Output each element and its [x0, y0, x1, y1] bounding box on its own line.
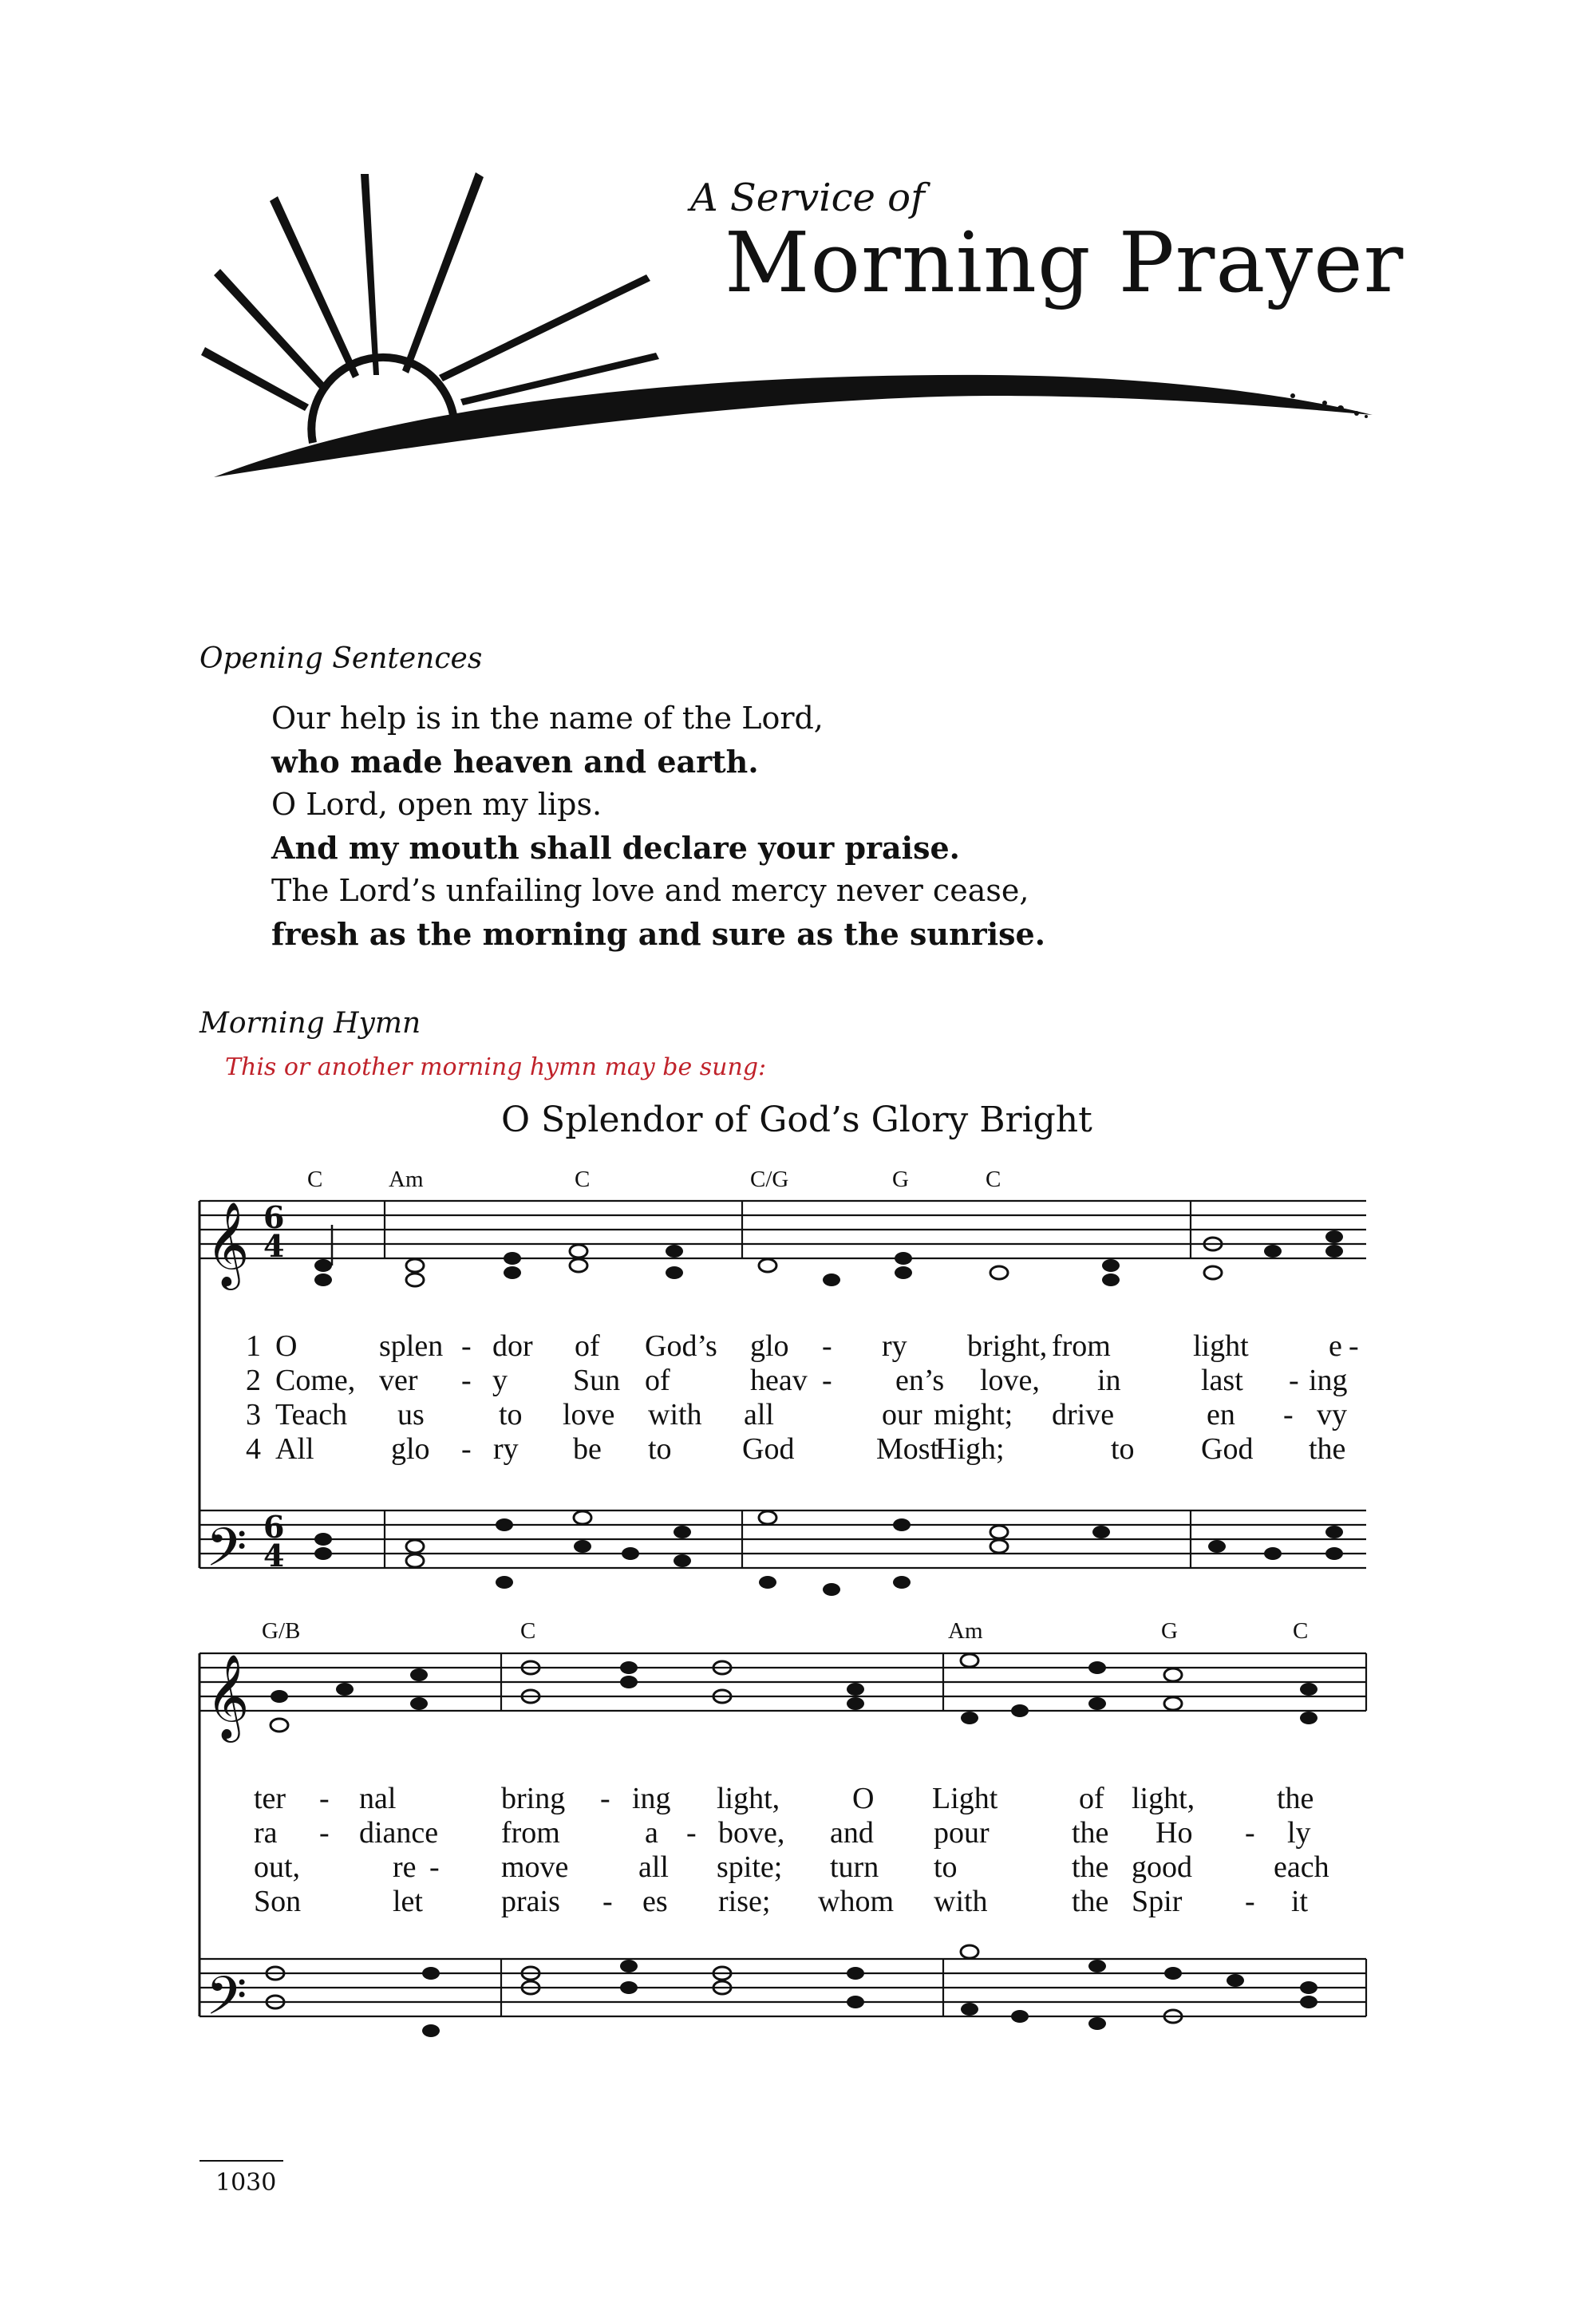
- lyric-system1-verse-1-syllable: light: [1193, 1329, 1249, 1363]
- time-signature: [263, 1199, 284, 1574]
- treble-staff-2: [200, 1653, 1366, 1711]
- lyric-system2-verse-2-syllable: -: [1245, 1816, 1255, 1850]
- chord-symbol: G: [1161, 1618, 1178, 1644]
- lyric-system2-verse-4-syllable: it: [1291, 1885, 1309, 1918]
- lyric-system1-verse-4-syllable: All: [275, 1432, 314, 1466]
- lyric-system2-verse-4-syllable: the: [1072, 1885, 1109, 1918]
- lyric-system2-verse-3-syllable: each: [1274, 1850, 1329, 1884]
- lyric-system2-verse-2-syllable: -: [319, 1816, 330, 1850]
- svg-text:6: 6: [263, 1509, 285, 1545]
- lyric-system1-verse-2-syllable: Come,: [275, 1364, 356, 1397]
- lyric-system2-verse-1-syllable: nal: [359, 1782, 397, 1815]
- lyric-system2-verse-4-syllable: Son: [254, 1885, 302, 1918]
- lyric-system1-verse-2-syllable: of: [645, 1364, 670, 1397]
- lyric-system1-verse-2-syllable: love,: [980, 1364, 1040, 1397]
- lyric-system2-verse-1-syllable: the: [1277, 1782, 1314, 1815]
- lyric-system2-verse-4-syllable: let: [393, 1885, 423, 1918]
- lyric-system1-verse-3-syllable: en: [1207, 1398, 1235, 1431]
- lyric-system1-verse-2-syllable: -: [822, 1364, 832, 1397]
- lyric-system1-verse-1-syllable: ry: [882, 1329, 907, 1363]
- sentence-line-response: fresh as the morning and sure as the sunrise.: [271, 916, 1045, 952]
- treble-notes-2: [271, 1654, 1317, 1732]
- lyric-system1-verse-4-syllable: High;: [935, 1432, 1005, 1466]
- lyric-system2-verse-3-syllable: spite;: [717, 1850, 783, 1884]
- sentence-line-response: And my mouth shall declare your praise.: [271, 830, 960, 866]
- chord-symbol: C: [520, 1618, 536, 1644]
- lyric-system2-verse-4-syllable: es: [642, 1885, 668, 1918]
- lyric-system1-verse-1-syllable: 1: [246, 1329, 261, 1363]
- lyric-system2-verse-2-syllable: the: [1072, 1816, 1109, 1850]
- lyric-system1-verse-2-syllable: -: [461, 1364, 472, 1397]
- lyric-system1-verse-4-syllable: -: [461, 1432, 472, 1466]
- bass-clef-icon: 𝄢: [206, 1517, 247, 1591]
- lyric-system2-verse-2-syllable: from: [501, 1816, 560, 1850]
- lyric-system1-verse-2-syllable: ing: [1309, 1364, 1348, 1397]
- lyric-system1-verse-4-syllable: glo: [391, 1432, 430, 1466]
- lyric-system1-verse-4-syllable: the: [1309, 1432, 1346, 1466]
- chord-symbol: C: [986, 1167, 1001, 1192]
- lyric-system1-verse-2-syllable: Sun: [573, 1364, 621, 1397]
- lyric-system2-verse-1-syllable: ing: [632, 1782, 671, 1815]
- lyric-system2-verse-3-syllable: good: [1132, 1850, 1192, 1884]
- svg-text:4: 4: [263, 1538, 285, 1574]
- lyric-system2-verse-2-syllable: ra: [254, 1816, 278, 1850]
- lyric-system1-verse-2-syllable: last: [1201, 1364, 1243, 1397]
- lyric-system1-verse-4-syllable: 4: [246, 1432, 261, 1466]
- sentence-line: The Lord’s unfailing love and mercy never cease,: [271, 873, 1029, 908]
- lyric-system2-verse-1-syllable: light,: [1132, 1782, 1195, 1815]
- treble-notes-1: [314, 1225, 1343, 1286]
- lyric-system1-verse-4-syllable: God: [742, 1432, 795, 1466]
- lyric-system2-verse-3-syllable: -: [429, 1850, 440, 1884]
- lyric-system1-verse-3-syllable: might;: [934, 1398, 1013, 1431]
- lyric-system1-verse-1-syllable: O: [275, 1329, 298, 1363]
- bass-staff-2: [200, 1959, 1366, 2016]
- lyric-system1-verse-4-syllable: Most: [876, 1432, 939, 1466]
- chord-symbol: Am: [389, 1167, 424, 1192]
- treble-clef-icon: 𝄞: [206, 1201, 250, 1286]
- chord-symbol: G/B: [262, 1618, 301, 1644]
- chord-symbol: Am: [948, 1618, 983, 1644]
- lyric-system1-verse-3-syllable: Teach: [275, 1398, 348, 1431]
- lyric-system1-verse-4-syllable: be: [573, 1432, 602, 1466]
- title-prefix: A Service of: [690, 176, 925, 220]
- lyric-system2-verse-4-syllable: -: [1245, 1885, 1255, 1918]
- lyric-system1-verse-1-syllable: God’s: [645, 1329, 717, 1363]
- lyric-system2-verse-4-syllable: with: [934, 1885, 988, 1918]
- lyric-system2-verse-1-syllable: ter: [254, 1782, 286, 1815]
- lyric-system2-verse-3-syllable: re: [393, 1850, 417, 1884]
- section-heading-opening: Opening Sentences: [200, 642, 483, 675]
- lyric-system1-verse-1-syllable: splen: [379, 1329, 444, 1363]
- lyric-system1-verse-1-syllable: e: [1329, 1329, 1342, 1363]
- lyric-system1-verse-1-syllable: -: [822, 1329, 832, 1363]
- chord-symbol: C/G: [750, 1167, 789, 1192]
- lyric-system2-verse-3-syllable: all: [638, 1850, 669, 1884]
- section-heading-hymn: Morning Hymn: [200, 1007, 421, 1040]
- lyric-system1-verse-3-syllable: drive: [1052, 1398, 1115, 1431]
- lyric-system2-verse-3-syllable: move: [501, 1850, 569, 1884]
- lyric-system1-verse-2-syllable: y: [492, 1364, 508, 1397]
- page-title: Morning Prayer: [725, 214, 1404, 311]
- lyric-system1-verse-3-syllable: all: [744, 1398, 774, 1431]
- sentence-line: Our help is in the name of the Lord,: [271, 701, 824, 736]
- lyric-system2-verse-1-syllable: of: [1079, 1782, 1104, 1815]
- chord-symbol: C: [1293, 1618, 1309, 1644]
- lyric-system1-verse-1-syllable: bright,: [967, 1329, 1048, 1363]
- lyric-system2-verse-4-syllable: rise;: [718, 1885, 771, 1918]
- sentence-line-response: who made heaven and earth.: [271, 744, 759, 780]
- lyric-system2-verse-3-syllable: turn: [830, 1850, 879, 1884]
- lyric-system2-verse-4-syllable: whom: [818, 1885, 894, 1918]
- lyric-system2-verse-2-syllable: and: [830, 1816, 874, 1850]
- lyric-system2-verse-2-syllable: bove,: [718, 1816, 785, 1850]
- lyric-system1-verse-3-syllable: love: [563, 1398, 615, 1431]
- lyric-system1-verse-3-syllable: 3: [246, 1398, 261, 1431]
- lyric-system1-verse-2-syllable: heav: [750, 1364, 808, 1397]
- lyric-system1-verse-2-syllable: en’s: [895, 1364, 945, 1397]
- rubric: This or another morning hymn may be sung:: [225, 1053, 767, 1081]
- svg-text:6: 6: [263, 1199, 285, 1235]
- lyric-system2-verse-1-syllable: light,: [717, 1782, 780, 1815]
- lyric-system1-verse-4-syllable: God: [1201, 1432, 1254, 1466]
- treble-clef-icon: 𝄞: [206, 1653, 250, 1739]
- lyric-system1-verse-3-syllable: vy: [1317, 1398, 1347, 1431]
- lyric-system1-verse-3-syllable: us: [397, 1398, 425, 1431]
- chord-symbol: C: [575, 1167, 591, 1192]
- lyric-system1-verse-2-syllable: 2: [246, 1364, 261, 1397]
- lyric-system2-verse-2-syllable: ly: [1287, 1816, 1311, 1850]
- lyric-system2-verse-3-syllable: to: [934, 1850, 958, 1884]
- lyric-system1-verse-1-syllable: dor: [492, 1329, 533, 1363]
- lyric-system2-verse-2-syllable: -: [686, 1816, 697, 1850]
- lyric-system1-verse-1-syllable: -: [1349, 1329, 1359, 1363]
- lyric-system1-verse-1-syllable: -: [461, 1329, 472, 1363]
- lyric-system1-verse-3-syllable: our: [882, 1398, 922, 1431]
- lyric-system2-verse-1-syllable: -: [600, 1782, 610, 1815]
- lyric-system1-verse-1-syllable: glo: [750, 1329, 789, 1363]
- lyric-system1-verse-2-syllable: in: [1097, 1364, 1121, 1397]
- chord-symbol: C: [307, 1167, 323, 1192]
- lyric-system1-verse-2-syllable: -: [1289, 1364, 1299, 1397]
- svg-text:4: 4: [263, 1228, 285, 1264]
- chord-symbol: G: [892, 1167, 909, 1192]
- lyric-system2-verse-1-syllable: Light: [932, 1782, 998, 1815]
- lyric-system2-verse-3-syllable: out,: [254, 1850, 301, 1884]
- lyric-system1-verse-3-syllable: with: [648, 1398, 702, 1431]
- lyric-system2-verse-2-syllable: a: [645, 1816, 658, 1850]
- lyric-system2-verse-2-syllable: diance: [359, 1816, 439, 1850]
- lyric-system2-verse-4-syllable: -: [602, 1885, 613, 1918]
- lyric-system2-verse-1-syllable: bring: [501, 1782, 566, 1815]
- lyric-system1-verse-2-syllable: ver: [379, 1364, 418, 1397]
- sentence-line: O Lord, open my lips.: [271, 787, 602, 822]
- lyric-system1-verse-1-syllable: of: [575, 1329, 600, 1363]
- lyric-system1-verse-4-syllable: to: [1111, 1432, 1135, 1466]
- bass-clef-icon: 𝄢: [206, 1965, 247, 2040]
- lyric-system1-verse-1-syllable: from: [1052, 1329, 1111, 1363]
- lyric-system1-verse-4-syllable: to: [648, 1432, 672, 1466]
- hymn-title: O Splendor of God’s Glory Bright: [501, 1100, 1092, 1140]
- lyric-system2-verse-3-syllable: the: [1072, 1850, 1109, 1884]
- page-number: 1030: [215, 2169, 277, 2197]
- lyric-system2-verse-4-syllable: prais: [501, 1885, 560, 1918]
- lyric-system2-verse-2-syllable: pour: [934, 1816, 990, 1850]
- lyric-system2-verse-2-syllable: Ho: [1156, 1816, 1193, 1850]
- lyric-system1-verse-4-syllable: ry: [493, 1432, 519, 1466]
- lyric-system2-verse-1-syllable: O: [852, 1782, 875, 1815]
- lyric-system2-verse-1-syllable: -: [319, 1782, 330, 1815]
- lyric-system2-verse-4-syllable: Spir: [1132, 1885, 1183, 1918]
- lyric-system1-verse-3-syllable: -: [1283, 1398, 1294, 1431]
- lyric-system1-verse-3-syllable: to: [499, 1398, 523, 1431]
